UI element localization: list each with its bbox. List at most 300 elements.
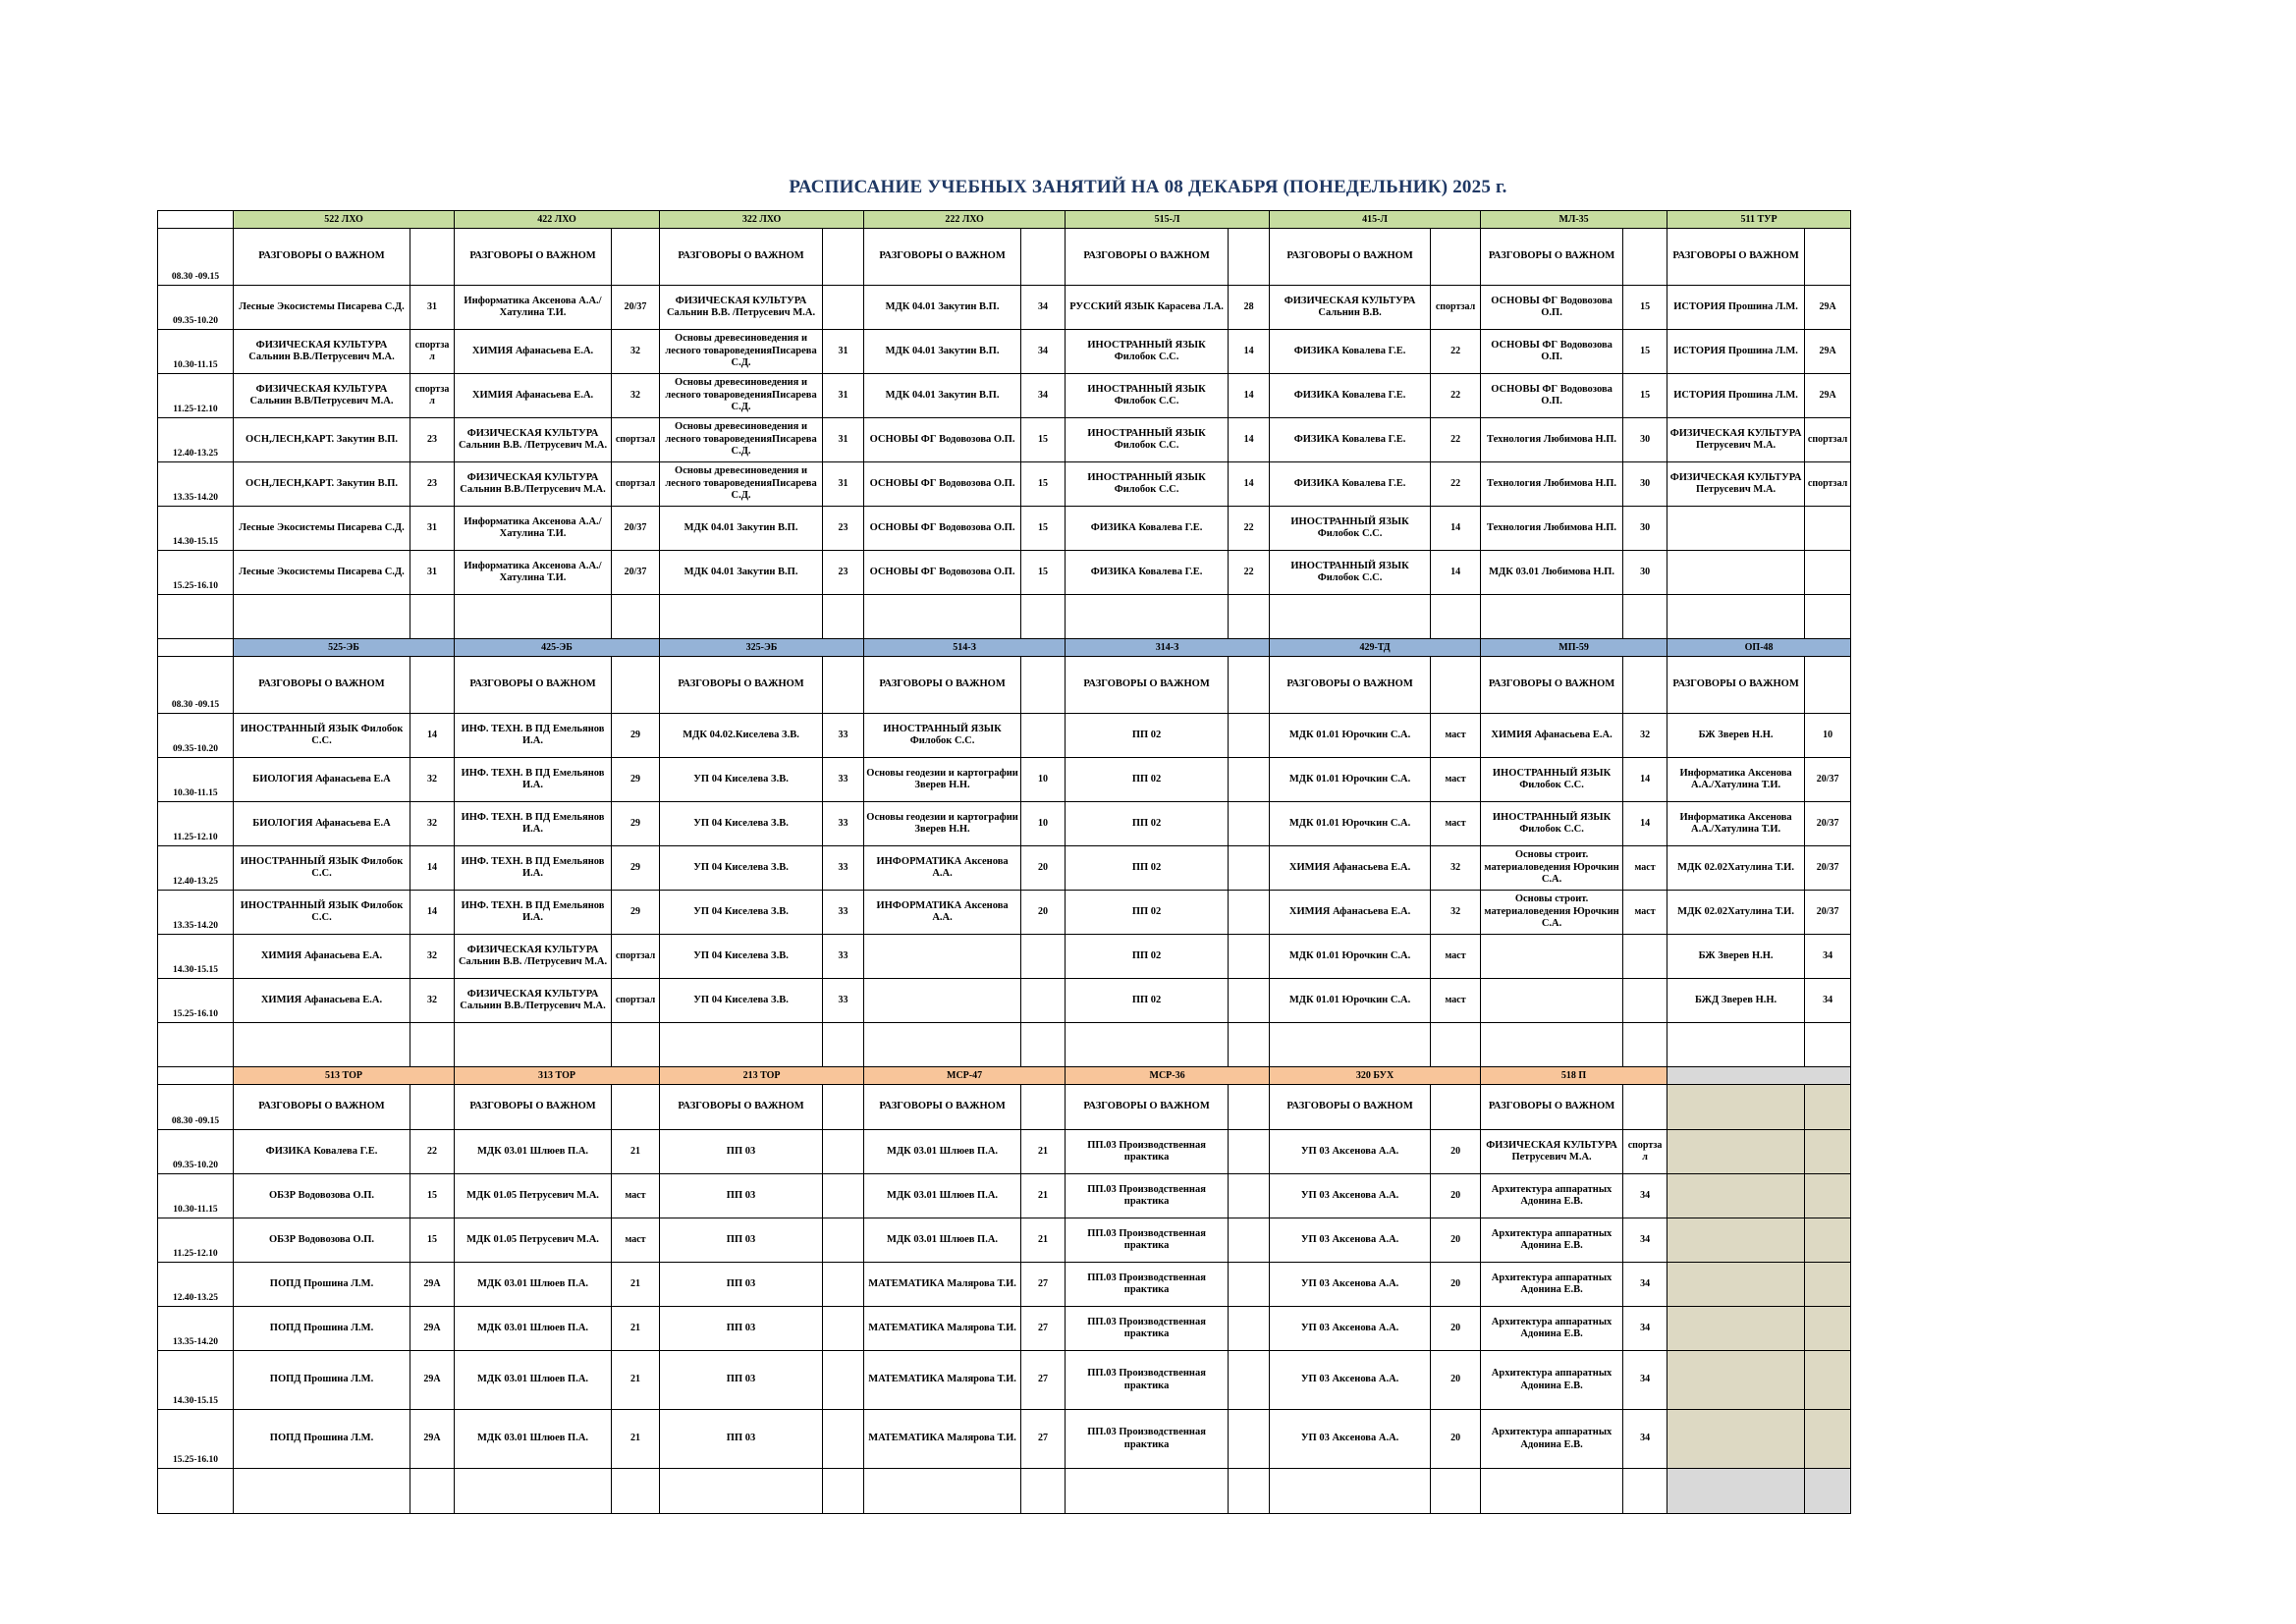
empty-cell xyxy=(1066,1023,1229,1067)
group-header: 415-Л xyxy=(1270,211,1481,229)
lesson-room xyxy=(1229,935,1270,979)
lesson-subject: БЖ Зверев Н.Н. xyxy=(1667,714,1805,758)
lesson-subject: ИНОСТРАННЫЙ ЯЗЫК Филобок С.С. xyxy=(1270,551,1431,595)
lesson-room xyxy=(1021,935,1066,979)
group-header: 422 ЛХО xyxy=(455,211,660,229)
lesson-room xyxy=(1229,229,1270,286)
lesson-room: 23 xyxy=(410,418,455,462)
group-header: 518 П xyxy=(1481,1067,1667,1085)
empty-row xyxy=(158,595,1851,639)
lesson-room: 32 xyxy=(612,330,660,374)
lesson-subject: РАЗГОВОРЫ О ВАЖНОМ xyxy=(1481,229,1623,286)
lesson-room: 34 xyxy=(1623,1351,1667,1410)
lesson-subject: ПОПД Прошина Л.М. xyxy=(234,1351,410,1410)
lesson-subject: ХИМИЯ Афанасьева Е.А. xyxy=(455,374,612,418)
lesson-room: 33 xyxy=(823,935,864,979)
lesson-subject: МДК 01.01 Юрочкин С.А. xyxy=(1270,802,1431,846)
lesson-room: 31 xyxy=(410,286,455,330)
lesson-room xyxy=(1229,657,1270,714)
lesson-room: 27 xyxy=(1021,1263,1066,1307)
lesson-room: 14 xyxy=(410,891,455,935)
lesson-room xyxy=(1805,1218,1851,1263)
lesson-subject xyxy=(1667,1174,1805,1218)
lesson-room: 20 xyxy=(1431,1307,1481,1351)
period-row xyxy=(158,1410,1851,1469)
period-row xyxy=(158,846,1851,891)
lesson-room: 23 xyxy=(823,551,864,595)
lesson-subject xyxy=(1667,551,1805,595)
empty-cell xyxy=(1481,595,1623,639)
period-row xyxy=(158,802,1851,846)
lesson-subject: РАЗГОВОРЫ О ВАЖНОМ xyxy=(1481,1085,1623,1130)
lesson-subject: ПП 03 xyxy=(660,1263,823,1307)
lesson-subject: УП 04 Киселева З.В. xyxy=(660,802,823,846)
lesson-room: 34 xyxy=(1021,330,1066,374)
lesson-room: 20 xyxy=(1431,1174,1481,1218)
lesson-room xyxy=(1431,1085,1481,1130)
lesson-room: 20 xyxy=(1431,1351,1481,1410)
group-header-row xyxy=(158,639,1851,657)
empty-cell xyxy=(1623,595,1667,639)
lesson-room: 27 xyxy=(1021,1351,1066,1410)
lesson-subject xyxy=(1667,1351,1805,1410)
lesson-subject: Основы древесиноведения и лесного товароведенияПисарева С.Д. xyxy=(660,330,823,374)
lesson-room: спортзал xyxy=(1431,286,1481,330)
lesson-subject: ИНФОРМАТИКА Аксенова А.А. xyxy=(864,846,1021,891)
lesson-room: 15 xyxy=(410,1174,455,1218)
lesson-room: 21 xyxy=(612,1410,660,1469)
lesson-room: 30 xyxy=(1623,507,1667,551)
lesson-room: 32 xyxy=(410,802,455,846)
lesson-room: 34 xyxy=(1623,1410,1667,1469)
lesson-room xyxy=(612,229,660,286)
lesson-subject: РАЗГОВОРЫ О ВАЖНОМ xyxy=(1066,1085,1229,1130)
lesson-subject: ИСТОРИЯ Прошина Л.М. xyxy=(1667,330,1805,374)
empty-cell xyxy=(1481,1023,1623,1067)
lesson-room xyxy=(1229,802,1270,846)
lesson-room xyxy=(1021,1085,1066,1130)
lesson-room xyxy=(1805,657,1851,714)
lesson-subject: ИНОСТРАННЫЙ ЯЗЫК Филобок С.С. xyxy=(1066,462,1229,507)
lesson-subject: ФИЗИЧЕСКАЯ КУЛЬТУРА Сальнин В.В./Петрусевич М.А. xyxy=(455,462,612,507)
lesson-subject: РАЗГОВОРЫ О ВАЖНОМ xyxy=(864,229,1021,286)
lesson-subject: УП 03 Аксенова А.А. xyxy=(1270,1130,1431,1174)
lesson-subject: ИНФ. ТЕХН. В ПД Емельянов И.А. xyxy=(455,891,612,935)
empty-cell xyxy=(234,1023,410,1067)
time-slot: 11.25-12.10 xyxy=(158,1218,234,1263)
lesson-room: 21 xyxy=(612,1351,660,1410)
empty-cell xyxy=(1021,1023,1066,1067)
time-slot: 13.35-14.20 xyxy=(158,891,234,935)
empty-cell xyxy=(660,1469,823,1514)
empty-cell xyxy=(660,1023,823,1067)
lesson-subject: БЖД Зверев Н.Н. xyxy=(1667,979,1805,1023)
lesson-subject: ИНОСТРАННЫЙ ЯЗЫК Филобок С.С. xyxy=(1066,330,1229,374)
lesson-subject: УП 04 Киселева З.В. xyxy=(660,935,823,979)
lesson-subject xyxy=(1667,507,1805,551)
group-header: МСР-36 xyxy=(1066,1067,1270,1085)
page-title: РАСПИСАНИЕ УЧЕБНЫХ ЗАНЯТИЙ НА 08 ДЕКАБРЯ (ПОНЕДЕЛЬНИК) 2025 г. xyxy=(789,177,1507,197)
lesson-subject: ИНОСТРАННЫЙ ЯЗЫК Филобок С.С. xyxy=(1270,507,1431,551)
lesson-subject: МАТЕМАТИКА Малярова Т.И. xyxy=(864,1351,1021,1410)
lesson-room: 34 xyxy=(1021,374,1066,418)
lesson-subject: ФИЗИКА Ковалева Г.Е. xyxy=(1270,462,1431,507)
empty-cell xyxy=(1066,595,1229,639)
lesson-subject: МАТЕМАТИКА Малярова Т.И. xyxy=(864,1410,1021,1469)
lesson-subject xyxy=(1667,1130,1805,1174)
lesson-subject: Технология Любимова Н.П. xyxy=(1481,418,1623,462)
lesson-subject: РАЗГОВОРЫ О ВАЖНОМ xyxy=(1667,657,1805,714)
lesson-room xyxy=(1805,1130,1851,1174)
lesson-subject: МДК 04.01 Закутин В.П. xyxy=(660,507,823,551)
empty-cell xyxy=(1431,1023,1481,1067)
lesson-room: 15 xyxy=(1021,462,1066,507)
time-slot: 14.30-15.15 xyxy=(158,507,234,551)
lesson-room xyxy=(1229,979,1270,1023)
lesson-room: 22 xyxy=(1229,507,1270,551)
lesson-room: 14 xyxy=(1623,802,1667,846)
period-row xyxy=(158,1218,1851,1263)
lesson-room: 10 xyxy=(1021,802,1066,846)
lesson-room xyxy=(612,657,660,714)
lesson-room: 21 xyxy=(612,1307,660,1351)
lesson-room: 29А xyxy=(1805,286,1851,330)
lesson-subject: УП 03 Аксенова А.А. xyxy=(1270,1307,1431,1351)
lesson-room: 20 xyxy=(1021,846,1066,891)
lesson-subject: ИНОСТРАННЫЙ ЯЗЫК Филобок С.С. xyxy=(864,714,1021,758)
lesson-subject: БИОЛОГИЯ Афанасьева Е.А xyxy=(234,758,410,802)
lesson-subject: ФИЗИКА Ковалева Г.Е. xyxy=(1270,418,1431,462)
lesson-subject xyxy=(1481,979,1623,1023)
lesson-room: 14 xyxy=(1431,551,1481,595)
time-slot: 08.30 -09.15 xyxy=(158,1085,234,1130)
lesson-subject: УП 03 Аксенова А.А. xyxy=(1270,1218,1431,1263)
empty-cell xyxy=(1431,595,1481,639)
lesson-subject: МДК 03.01 Шлюев П.А. xyxy=(455,1351,612,1410)
lesson-room: 10 xyxy=(1021,758,1066,802)
lesson-subject: Основы древесиноведения и лесного товароведенияПисарева С.Д. xyxy=(660,462,823,507)
lesson-room: 14 xyxy=(1431,507,1481,551)
lesson-subject: МДК 01.01 Юрочкин С.А. xyxy=(1270,714,1431,758)
lesson-room: 31 xyxy=(823,374,864,418)
lesson-room: 32 xyxy=(1431,891,1481,935)
lesson-room: 29А xyxy=(410,1351,455,1410)
empty-cell xyxy=(823,1469,864,1514)
lesson-room xyxy=(410,1085,455,1130)
lesson-room xyxy=(1229,1085,1270,1130)
lesson-subject: ПП 03 xyxy=(660,1351,823,1410)
period-row xyxy=(158,1263,1851,1307)
lesson-subject: ПП 03 xyxy=(660,1307,823,1351)
lesson-room: спортзал xyxy=(612,979,660,1023)
time-slot: 09.35-10.20 xyxy=(158,286,234,330)
lesson-room: 20/37 xyxy=(612,286,660,330)
lesson-room: 28 xyxy=(1229,286,1270,330)
lesson-room: маст xyxy=(612,1174,660,1218)
lesson-subject: ПП.03 Производственная практика xyxy=(1066,1351,1229,1410)
lesson-room xyxy=(1431,229,1481,286)
empty-cell xyxy=(864,595,1021,639)
lesson-subject: РАЗГОВОРЫ О ВАЖНОМ xyxy=(1270,657,1431,714)
lesson-room xyxy=(1229,758,1270,802)
lesson-room: спортзал xyxy=(1805,462,1851,507)
empty-cell xyxy=(158,595,234,639)
time-slot: 15.25-16.10 xyxy=(158,979,234,1023)
lesson-subject: Архитектура аппаратных Адонина Е.В. xyxy=(1481,1174,1623,1218)
lesson-room: 34 xyxy=(1623,1307,1667,1351)
lesson-subject: ПОПД Прошина Л.М. xyxy=(234,1307,410,1351)
lesson-room xyxy=(1229,1351,1270,1410)
lesson-subject: МДК 01.01 Юрочкин С.А. xyxy=(1270,758,1431,802)
lesson-room: маст xyxy=(1623,846,1667,891)
lesson-subject: ОБЗР Водовозова О.П. xyxy=(234,1174,410,1218)
lesson-room: 20/37 xyxy=(612,551,660,595)
lesson-room: 29 xyxy=(612,758,660,802)
lesson-subject: ФИЗИЧЕСКАЯ КУЛЬТУРА Сальнин В.В. xyxy=(1270,286,1431,330)
lesson-subject: Информатика Аксенова А.А./Хатулина Т.И. xyxy=(455,507,612,551)
time-slot: 13.35-14.20 xyxy=(158,1307,234,1351)
lesson-subject: ПП 02 xyxy=(1066,714,1229,758)
time-slot: 15.25-16.10 xyxy=(158,551,234,595)
lesson-subject: Архитектура аппаратных Адонина Е.В. xyxy=(1481,1410,1623,1469)
lesson-room: 30 xyxy=(1623,418,1667,462)
lesson-subject: Основы древесиноведения и лесного товароведенияПисарева С.Д. xyxy=(660,418,823,462)
lesson-room: 31 xyxy=(823,462,864,507)
lesson-room xyxy=(1805,507,1851,551)
lesson-subject: МДК 03.01 Шлюев П.А. xyxy=(455,1307,612,1351)
schedule-table xyxy=(157,210,1851,1514)
lesson-subject: РАЗГОВОРЫ О ВАЖНОМ xyxy=(1270,229,1431,286)
lesson-room: спортзал xyxy=(1623,1130,1667,1174)
lesson-room: 21 xyxy=(1021,1218,1066,1263)
lesson-room: 32 xyxy=(612,374,660,418)
group-header: 513 ТОР xyxy=(234,1067,455,1085)
lesson-room: 29А xyxy=(1805,374,1851,418)
lesson-room: 31 xyxy=(410,507,455,551)
lesson-subject: МДК 03.01 Шлюев П.А. xyxy=(455,1263,612,1307)
lesson-room: маст xyxy=(1431,979,1481,1023)
lesson-room xyxy=(1805,551,1851,595)
lesson-room xyxy=(1021,229,1066,286)
lesson-subject: МДК 03.01 Шлюев П.А. xyxy=(864,1174,1021,1218)
lesson-subject: ИНОСТРАННЫЙ ЯЗЫК Филобок С.С. xyxy=(1066,418,1229,462)
lesson-subject: ОБЗР Водовозова О.П. xyxy=(234,1218,410,1263)
empty-row xyxy=(158,1023,1851,1067)
group-header: 511 ТУР xyxy=(1667,211,1851,229)
lesson-room: 14 xyxy=(1229,418,1270,462)
lesson-subject: МДК 04.01 Закутин В.П. xyxy=(660,551,823,595)
lesson-subject: ИНОСТРАННЫЙ ЯЗЫК Филобок С.С. xyxy=(1066,374,1229,418)
group-header: 222 ЛХО xyxy=(864,211,1066,229)
empty-cell xyxy=(1667,1023,1805,1067)
lesson-room: 20 xyxy=(1431,1263,1481,1307)
lesson-subject: МДК 02.02Хатулина Т.И. xyxy=(1667,891,1805,935)
lesson-subject: МДК 03.01 Любимова Н.П. xyxy=(1481,551,1623,595)
lesson-subject: ФИЗИКА Ковалева Г.Е. xyxy=(234,1130,410,1174)
lesson-subject: Технология Любимова Н.П. xyxy=(1481,462,1623,507)
lesson-subject: МДК 02.02Хатулина Т.И. xyxy=(1667,846,1805,891)
lesson-subject: ОСН,ЛЕСН,КАРТ. Закутин В.П. xyxy=(234,462,410,507)
lesson-subject: Архитектура аппаратных Адонина Е.В. xyxy=(1481,1263,1623,1307)
period-row xyxy=(158,1307,1851,1351)
empty-cell xyxy=(158,1469,234,1514)
lesson-room: спортзал xyxy=(612,462,660,507)
empty-cell xyxy=(234,595,410,639)
empty-row xyxy=(158,1469,1851,1514)
lesson-subject: МДК 03.01 Шлюев П.А. xyxy=(864,1130,1021,1174)
lesson-subject: Технология Любимова Н.П. xyxy=(1481,507,1623,551)
lesson-subject: РАЗГОВОРЫ О ВАЖНОМ xyxy=(234,657,410,714)
lesson-room: 33 xyxy=(823,846,864,891)
lesson-room xyxy=(1229,846,1270,891)
lesson-room: 22 xyxy=(1431,330,1481,374)
lesson-room xyxy=(1805,1307,1851,1351)
lesson-room xyxy=(1021,714,1066,758)
lesson-room: 32 xyxy=(410,758,455,802)
lesson-room: 21 xyxy=(612,1130,660,1174)
time-slot: 15.25-16.10 xyxy=(158,1410,234,1469)
lesson-subject: ФИЗИКА Ковалева Г.Е. xyxy=(1270,374,1431,418)
period-row xyxy=(158,891,1851,935)
group-header: 213 ТОР xyxy=(660,1067,864,1085)
lesson-room xyxy=(1805,229,1851,286)
lesson-subject: МАТЕМАТИКА Малярова Т.И. xyxy=(864,1263,1021,1307)
lesson-subject: РАЗГОВОРЫ О ВАЖНОМ xyxy=(455,229,612,286)
lesson-subject: ИНФОРМАТИКА Аксенова А.А. xyxy=(864,891,1021,935)
lesson-room xyxy=(1229,1307,1270,1351)
lesson-room xyxy=(1229,891,1270,935)
lesson-room: 29А xyxy=(410,1410,455,1469)
lesson-subject: ПОПД Прошина Л.М. xyxy=(234,1263,410,1307)
lesson-room: 15 xyxy=(1623,286,1667,330)
lesson-subject: ХИМИЯ Афанасьева Е.А. xyxy=(1270,891,1431,935)
empty-cell xyxy=(410,595,455,639)
lesson-subject: РАЗГОВОРЫ О ВАЖНОМ xyxy=(660,657,823,714)
lesson-room: 21 xyxy=(1021,1174,1066,1218)
lesson-subject: МДК 01.05 Петрусевич М.А. xyxy=(455,1174,612,1218)
lesson-subject: МДК 01.01 Юрочкин С.А. xyxy=(1270,935,1431,979)
empty-cell xyxy=(234,1469,410,1514)
lesson-room: 33 xyxy=(823,891,864,935)
period-row xyxy=(158,1130,1851,1174)
lesson-room: 20/37 xyxy=(1805,891,1851,935)
lesson-room: 34 xyxy=(1623,1263,1667,1307)
lesson-subject: РАЗГОВОРЫ О ВАЖНОМ xyxy=(864,657,1021,714)
empty-cell xyxy=(1270,1023,1431,1067)
lesson-subject: Лесные Экосистемы Писарева С.Д. xyxy=(234,551,410,595)
lesson-subject: ИСТОРИЯ Прошина Л.М. xyxy=(1667,286,1805,330)
lesson-subject xyxy=(1667,1307,1805,1351)
lesson-room: 20 xyxy=(1431,1218,1481,1263)
lesson-room: 32 xyxy=(1431,846,1481,891)
lesson-subject: ФИЗИЧЕСКАЯ КУЛЬТУРА Сальнин В.В. /Петрусевич М.А. xyxy=(660,286,823,330)
lesson-room: 34 xyxy=(1623,1174,1667,1218)
lesson-subject: Основы строит. материаловедения Юрочкин С.А. xyxy=(1481,891,1623,935)
lesson-subject: ХИМИЯ Афанасьева Е.А. xyxy=(234,979,410,1023)
lesson-subject: Информатика Аксенова А.А./Хатулина Т.И. xyxy=(1667,802,1805,846)
empty-cell xyxy=(455,1023,612,1067)
lesson-room: спортзал xyxy=(1805,418,1851,462)
lesson-subject: ОСНОВЫ ФГ Водовозова О.П. xyxy=(864,462,1021,507)
lesson-room xyxy=(1805,1351,1851,1410)
group-header: МП-59 xyxy=(1481,639,1667,657)
lesson-subject: Лесные Экосистемы Писарева С.Д. xyxy=(234,286,410,330)
lesson-room xyxy=(1021,657,1066,714)
period-row xyxy=(158,229,1851,286)
empty-cell xyxy=(1431,1469,1481,1514)
lesson-subject: УП 04 Киселева З.В. xyxy=(660,891,823,935)
header-corner xyxy=(158,1067,234,1085)
lesson-subject: Информатика Аксенова А.А./Хатулина Т.И. xyxy=(455,551,612,595)
lesson-room xyxy=(1229,1410,1270,1469)
group-header: ОП-48 xyxy=(1667,639,1851,657)
lesson-subject: РАЗГОВОРЫ О ВАЖНОМ xyxy=(660,1085,823,1130)
lesson-subject xyxy=(1667,1218,1805,1263)
lesson-room: 29 xyxy=(612,891,660,935)
group-header-row xyxy=(158,211,1851,229)
lesson-room: 20/37 xyxy=(1805,802,1851,846)
lesson-room xyxy=(823,1130,864,1174)
lesson-subject: Основы геодезии и картографии Зверев Н.Н. xyxy=(864,758,1021,802)
lesson-room: 15 xyxy=(1021,507,1066,551)
lesson-room xyxy=(1805,1085,1851,1130)
lesson-room: 23 xyxy=(410,462,455,507)
empty-cell xyxy=(612,1023,660,1067)
lesson-subject: ФИЗИЧЕСКАЯ КУЛЬТУРА Петрусевич М.А. xyxy=(1667,418,1805,462)
lesson-room: 22 xyxy=(1431,462,1481,507)
time-slot: 10.30-11.15 xyxy=(158,758,234,802)
time-slot: 10.30-11.15 xyxy=(158,330,234,374)
period-row xyxy=(158,758,1851,802)
lesson-room: 27 xyxy=(1021,1410,1066,1469)
empty-cell xyxy=(1270,595,1431,639)
empty-cell xyxy=(1021,1469,1066,1514)
empty-cell xyxy=(823,1023,864,1067)
time-slot: 14.30-15.15 xyxy=(158,935,234,979)
lesson-subject: ПП.03 Производственная практика xyxy=(1066,1263,1229,1307)
lesson-room: 34 xyxy=(1805,979,1851,1023)
empty-cell xyxy=(1805,1023,1851,1067)
lesson-subject: ИНФ. ТЕХН. В ПД Емельянов И.А. xyxy=(455,846,612,891)
lesson-subject: ХИМИЯ Афанасьева Е.А. xyxy=(455,330,612,374)
lesson-subject: МАТЕМАТИКА Малярова Т.И. xyxy=(864,1307,1021,1351)
lesson-subject: Архитектура аппаратных Адонина Е.В. xyxy=(1481,1218,1623,1263)
empty-cell xyxy=(1805,595,1851,639)
lesson-subject: ПП.03 Производственная практика xyxy=(1066,1174,1229,1218)
empty-cell xyxy=(1270,1469,1431,1514)
lesson-subject: ИНОСТРАННЫЙ ЯЗЫК Филобок С.С. xyxy=(234,714,410,758)
lesson-room: 22 xyxy=(410,1130,455,1174)
lesson-room: 22 xyxy=(1229,551,1270,595)
lesson-subject: ХИМИЯ Афанасьева Е.А. xyxy=(1481,714,1623,758)
lesson-room: 22 xyxy=(1431,374,1481,418)
lesson-room xyxy=(823,1174,864,1218)
lesson-subject: ПП 03 xyxy=(660,1174,823,1218)
empty-cell xyxy=(1667,595,1805,639)
lesson-subject: РАЗГОВОРЫ О ВАЖНОМ xyxy=(1066,229,1229,286)
lesson-subject: ФИЗИЧЕСКАЯ КУЛЬТУРА Петрусевич М.А. xyxy=(1481,1130,1623,1174)
empty-cell xyxy=(1623,1469,1667,1514)
lesson-room: 30 xyxy=(1623,551,1667,595)
lesson-subject: МДК 03.01 Шлюев П.А. xyxy=(455,1130,612,1174)
lesson-room: 14 xyxy=(410,846,455,891)
lesson-room: 20 xyxy=(1431,1410,1481,1469)
lesson-room: спортзал xyxy=(612,418,660,462)
lesson-subject: ОСНОВЫ ФГ Водовозова О.П. xyxy=(864,507,1021,551)
lesson-room: 15 xyxy=(1623,330,1667,374)
lesson-subject: ОСН,ЛЕСН,КАРТ. Закутин В.П. xyxy=(234,418,410,462)
lesson-room xyxy=(823,286,864,330)
